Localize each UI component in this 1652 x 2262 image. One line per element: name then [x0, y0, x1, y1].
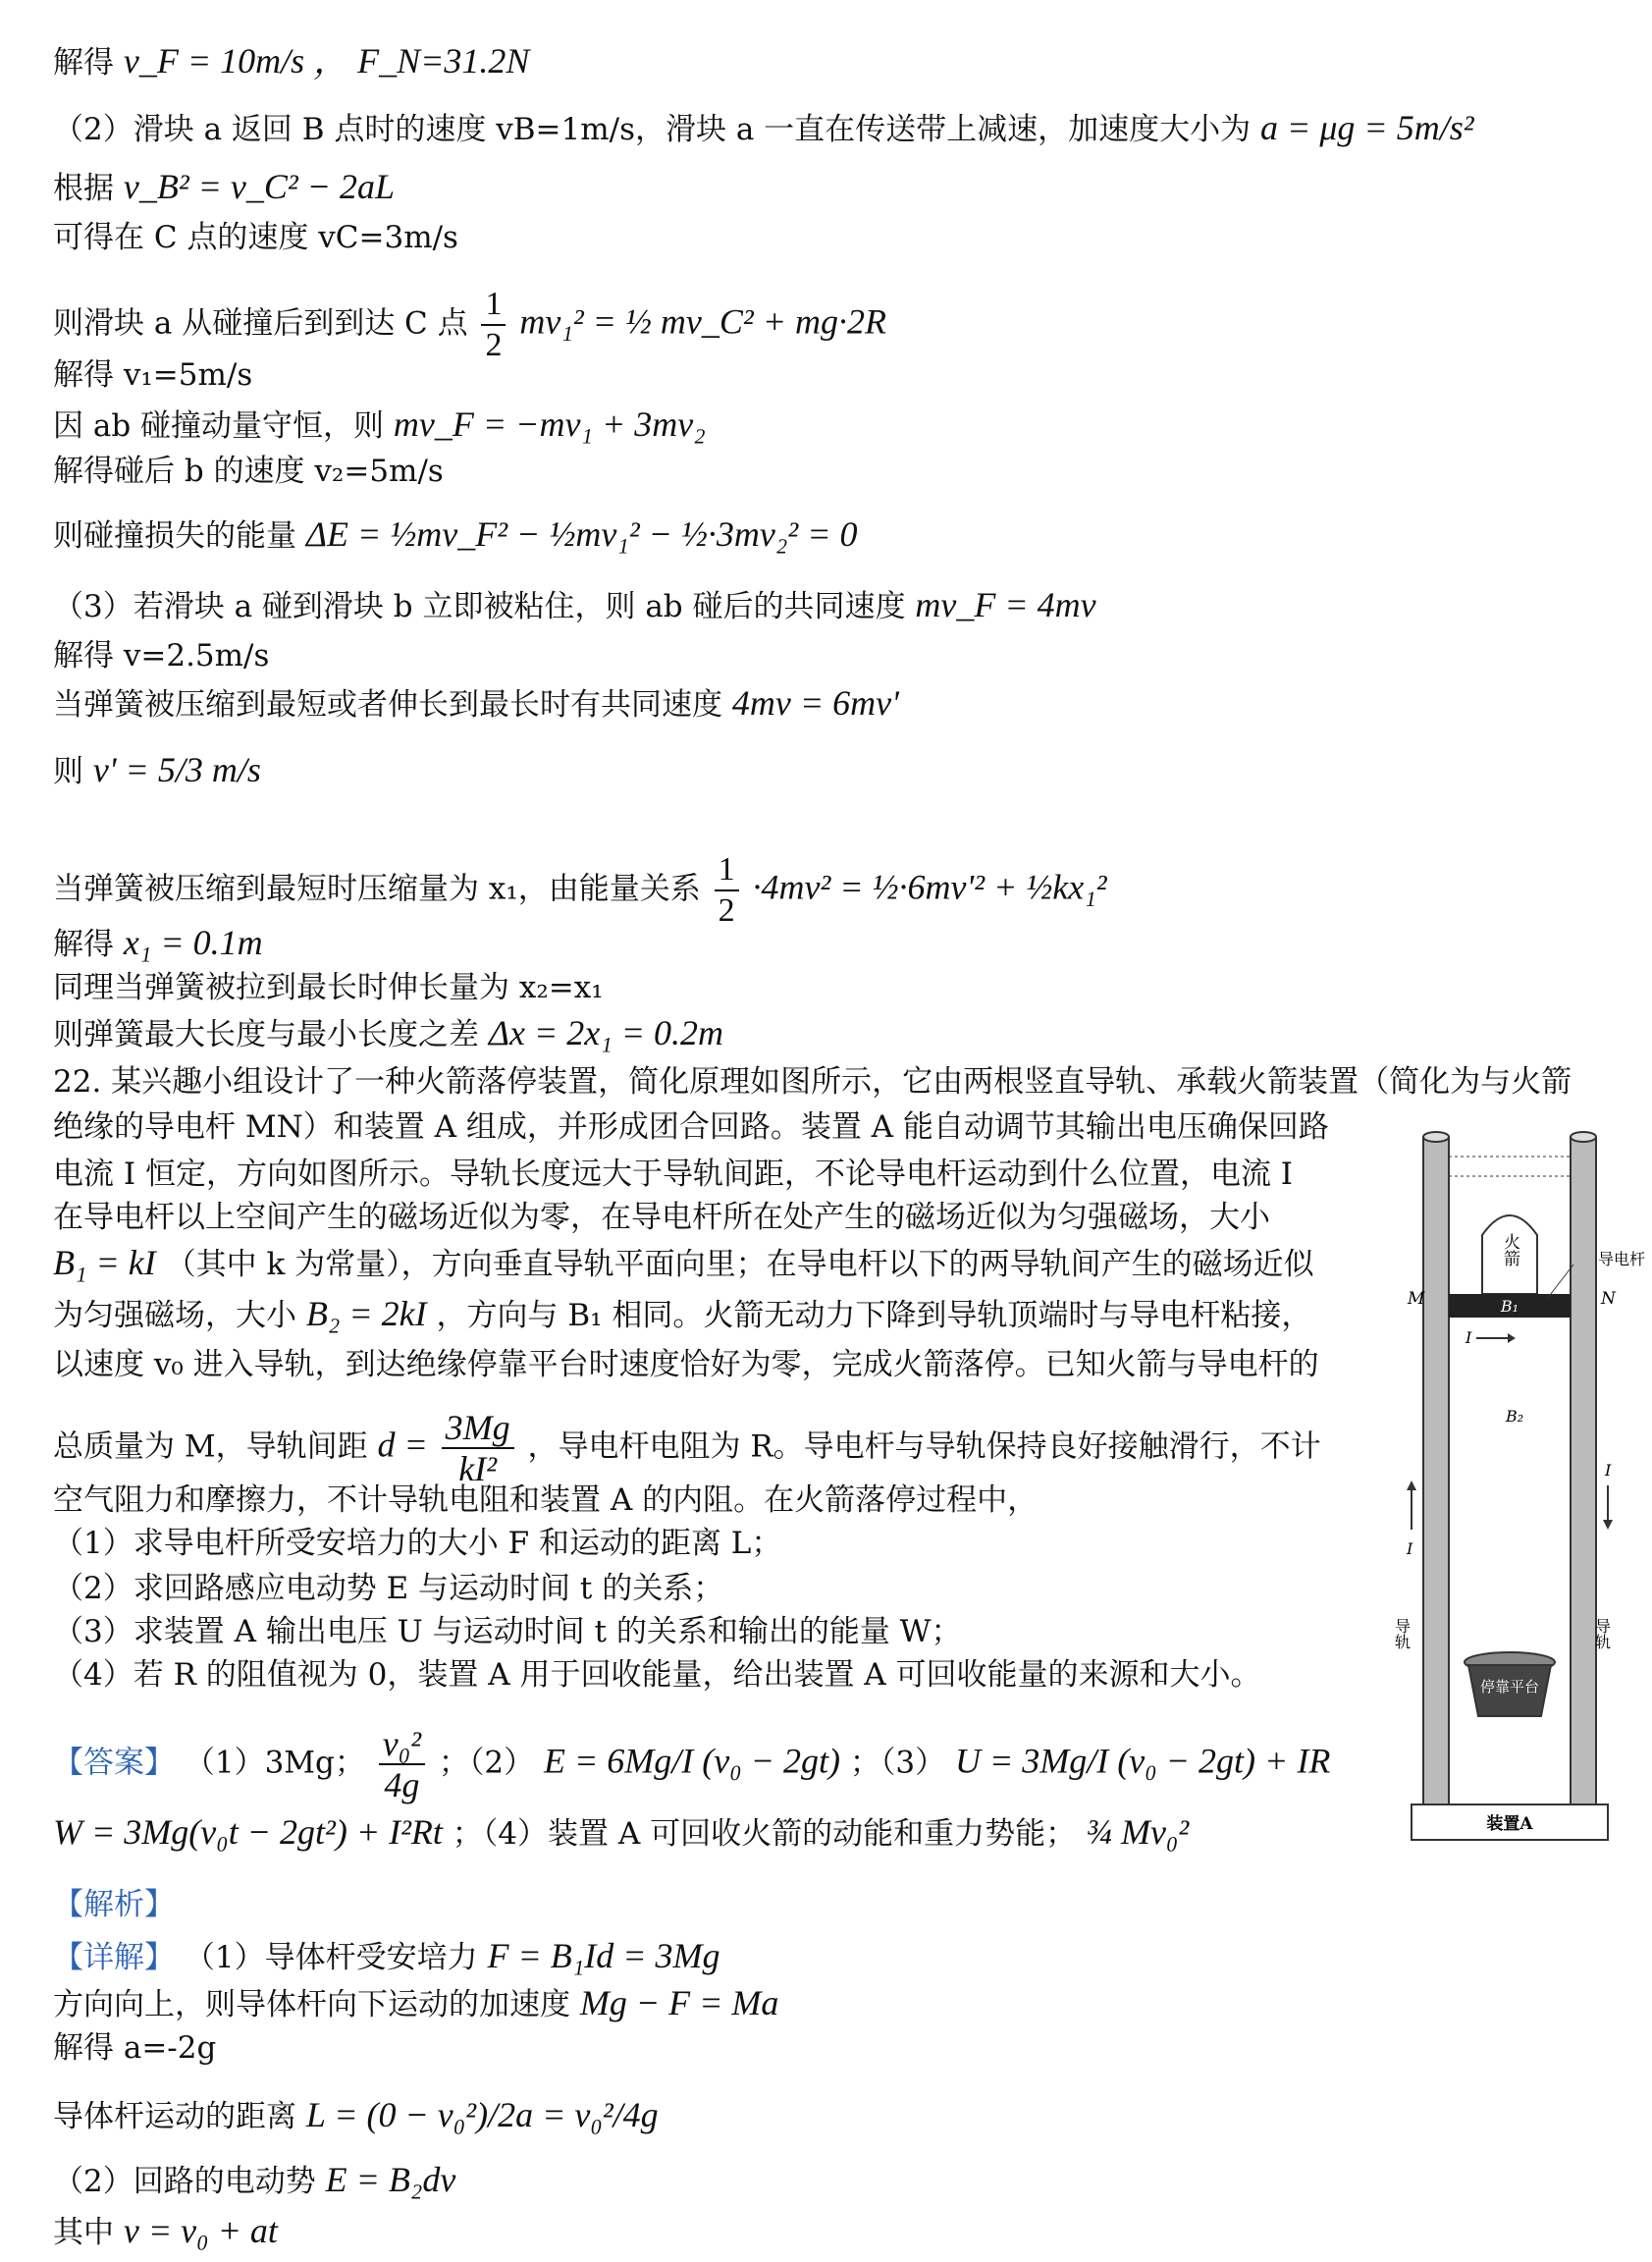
right-rail-label: 导轨 [1592, 1618, 1612, 1649]
math: x₁ = 0.1m [123, 923, 263, 962]
q22-para-4: 在导电杆以上空间产生的磁场近似为零，在导电杆所在处产生的磁场近似为匀强磁场，大小 [53, 1200, 1270, 1235]
rocket-landing-figure [1392, 1117, 1646, 1873]
math: v_F = 10m/s ， F_N=31.2N [123, 41, 530, 81]
line-9: 则碰撞损失的能量 ΔE = ½mv_F² − ½mv₁² − ½·3mv₂² = 0 [53, 514, 858, 554]
q22-para-8: 总质量为 M，导轨间距 d = $\frac{3Mg}{\text{kI²}}$ ，导电杆电阻为 R。导电杆与导轨保持良好接触滑行，不计 [53, 1408, 1321, 1488]
math: mv_F = 4mv [915, 585, 1096, 624]
q22-para-6: 为匀强磁场，大小 B₂ = 2kI ，方向与 B₁ 相同。火箭无动力下降到导轨顶端时与导电杆粘接， [53, 1294, 1312, 1333]
line-13: 则 v' = 5/3 m/s [53, 750, 261, 789]
q22-para-7: 以速度 v₀ 进入导轨，到达绝缘停靠平台时速度恰好为零，完成火箭落停。已知火箭与导电杆的 [53, 1347, 1319, 1382]
left-rail-label: 导轨 [1392, 1618, 1412, 1649]
math: W = 3Mg(v₀t − 2gt²) + I²Rt [53, 1812, 443, 1852]
rod-label: 导电杆 [1598, 1250, 1646, 1268]
detail-line-6: 其中 v = v₀ + at [53, 2211, 278, 2250]
q22-sub-4: （4）若 R 的阻值视为 0，装置 A 用于回收能量，给出装置 A 可回收能量的来源和大小。 [53, 1657, 1261, 1693]
n-label: N [1601, 1289, 1616, 1309]
current-right-label: I [1605, 1461, 1612, 1480]
line-3: 根据 v_B² = v_C² − 2aL [53, 167, 396, 206]
q22-para-2: 绝缘的导电杆 MN）和装置 A 组成，并形成团合回路。装置 A 能自动调节其输出电压确保回路 [53, 1109, 1329, 1145]
answer-line-2: W = 3Mg(v₀t − 2gt²) + I²Rt ；（4）装置 A 可回收火箭的动能和重力势能； ¾ Mv₀² [53, 1812, 1190, 1852]
math: mv_F = −mv₁ + 3mv₂ [393, 404, 706, 444]
line-16: 同理当弹簧被拉到最长时伸长量为 x₂=x₁ [53, 970, 604, 1005]
line-7: 因 ab 碰撞动量守恒，则 mv_F = −mv₁ + 3mv₂ [53, 404, 706, 444]
math: v = v₀ + at [123, 2211, 278, 2250]
math: U = 3Mg/I (v₀ − 2gt) + IR [955, 1741, 1331, 1781]
detail-line-4: 导体杆运动的距离 L = (0 − v₀²)/2a = v₀²/4g [53, 2095, 659, 2134]
line-1: 解得 v_F = 10m/s ， F_N=31.2N [53, 41, 530, 81]
line-17: 则弹簧最大长度与最小长度之差 Δx = 2x₁ = 0.2m [53, 1013, 724, 1052]
line-4: 可得在 C 点的速度 vC=3m/s [53, 220, 458, 255]
line-10: （3）若滑块 a 碰到滑块 b 立即被粘住，则 ab 碰后的共同速度 mv_F = 4mv [53, 585, 1096, 624]
detail-line-5: （2）回路的电动势 E = B₂dv [53, 2160, 456, 2199]
math: E = B₂dv [325, 2160, 456, 2199]
line-2: （2）滑块 a 返回 B 点时的速度 vB=1m/s，滑块 a 一直在传送带上减速，加速度大小为 a = μg = 5m/s² [53, 108, 1474, 147]
line-14: 当弹簧被压缩到最短时压缩量为 x₁，由能量关系 $\frac{1}{2}$ ·4mv² = ½·6mv'² + ½kx₁² [53, 851, 1107, 929]
q22-para-1: 22. 某兴趣小组设计了一种火箭落停装置，简化原理如图所示，它由两根竖直导轨、承载火箭装置（简化为与火箭 [53, 1064, 1572, 1100]
math: E = 6Mg/I (v₀ − 2gt) [544, 1741, 841, 1781]
line-6: 解得 v₁=5m/s [53, 357, 253, 393]
q22-sub-2: （2）求回路感应电动势 E 与运动时间 t 的关系； [53, 1571, 724, 1606]
left-rail [1423, 1137, 1449, 1804]
math: Δx = 2x₁ = 0.2m [488, 1013, 724, 1052]
line-15: 解得 x₁ = 0.1m [53, 923, 263, 962]
q22-sub-3: （3）求装置 A 输出电压 U 与运动时间 t 的关系和输出的能量 W； [53, 1614, 962, 1649]
answer-label: 【答案】 [53, 1745, 175, 1781]
q22-para-3: 电流 I 恒定，方向如图所示。导轨长度远大于导轨间距，不论导电杆运动到什么位置，电流 I [53, 1157, 1294, 1192]
math: ·4mv² = ½·6mv'² + ½kx₁² [752, 867, 1107, 907]
current-rod-label: I [1465, 1328, 1472, 1347]
line-8: 解得碰后 b 的速度 v₂=5m/s [53, 454, 444, 489]
rocket-label: 火箭 [1500, 1233, 1519, 1266]
b1-label: B₁ [1500, 1297, 1519, 1316]
line-11: 解得 v=2.5m/s [53, 638, 270, 673]
detail-line-2: 方向向上，则导体杆向下运动的加速度 Mg − F = Ma [53, 1983, 779, 2022]
math: B₁ = kI [53, 1243, 156, 1282]
q22-para-5: B₁ = kI （其中 k 为常量），方向垂直导轨平面向里；在导电杆以下的两导轨间产生的磁场近似 [53, 1243, 1314, 1282]
answer-line-1: 【答案】 （1）3Mg； $\frac{\text{v₀²}}{4g}$ ；（2） E = 6Mg/I (v₀ − 2gt) ；（3） U = 3Mg/I (v₀ − 2gt) + IR [53, 1724, 1331, 1804]
platform-label: 停靠平台 [1479, 1678, 1540, 1696]
device-a-label: 装置A [1486, 1814, 1533, 1834]
current-left-label: I [1407, 1539, 1413, 1558]
math: L = (0 − v₀²)/2a = v₀²/4g [305, 2095, 659, 2134]
math: a = μg = 5m/s² [1260, 108, 1474, 147]
m-label: M [1408, 1289, 1425, 1309]
math: 4mv = 6mv' [731, 683, 899, 723]
math: v' = 5/3 m/s [92, 750, 261, 789]
right-rail [1571, 1137, 1596, 1804]
q22-sub-1: （1）求导电杆所受安培力的大小 F 和运动的距离 L； [53, 1526, 782, 1561]
math: B₂ = 2kI [305, 1294, 427, 1333]
detail-line-3: 解得 a=-2g [53, 2030, 217, 2066]
b2-label: B₂ [1506, 1407, 1524, 1426]
math: ΔE = ½mv_F² − ½mv₁² − ½·3mv₂² = 0 [305, 514, 858, 554]
math: mv₁² = ½ mv_C² + mg·2R [519, 301, 886, 342]
math: ¾ Mv₀² [1085, 1812, 1190, 1852]
math: Mg − F = Ma [579, 1983, 779, 2022]
math: F = B₁Id = 3Mg [487, 1936, 720, 1975]
analysis-label: 【解析】 [53, 1887, 175, 1922]
detail-line-1: 【详解】 （1）导体杆受安培力 F = B₁Id = 3Mg [53, 1936, 720, 1975]
line-12: 当弹簧被压缩到最短或者伸长到最长时有共同速度 4mv = 6mv' [53, 683, 899, 723]
line-5: 则滑块 a 从碰撞后到到达 C 点 $\frac{1}{2}$ mv₁² = ½ mv_C² + mg·2R [53, 286, 886, 363]
q22-para-9: 空气阻力和摩擦力，不计导轨电阻和装置 A 的内阻。在火箭落停过程中， [53, 1482, 1039, 1518]
math: v_B² = v_C² − 2aL [123, 167, 396, 206]
